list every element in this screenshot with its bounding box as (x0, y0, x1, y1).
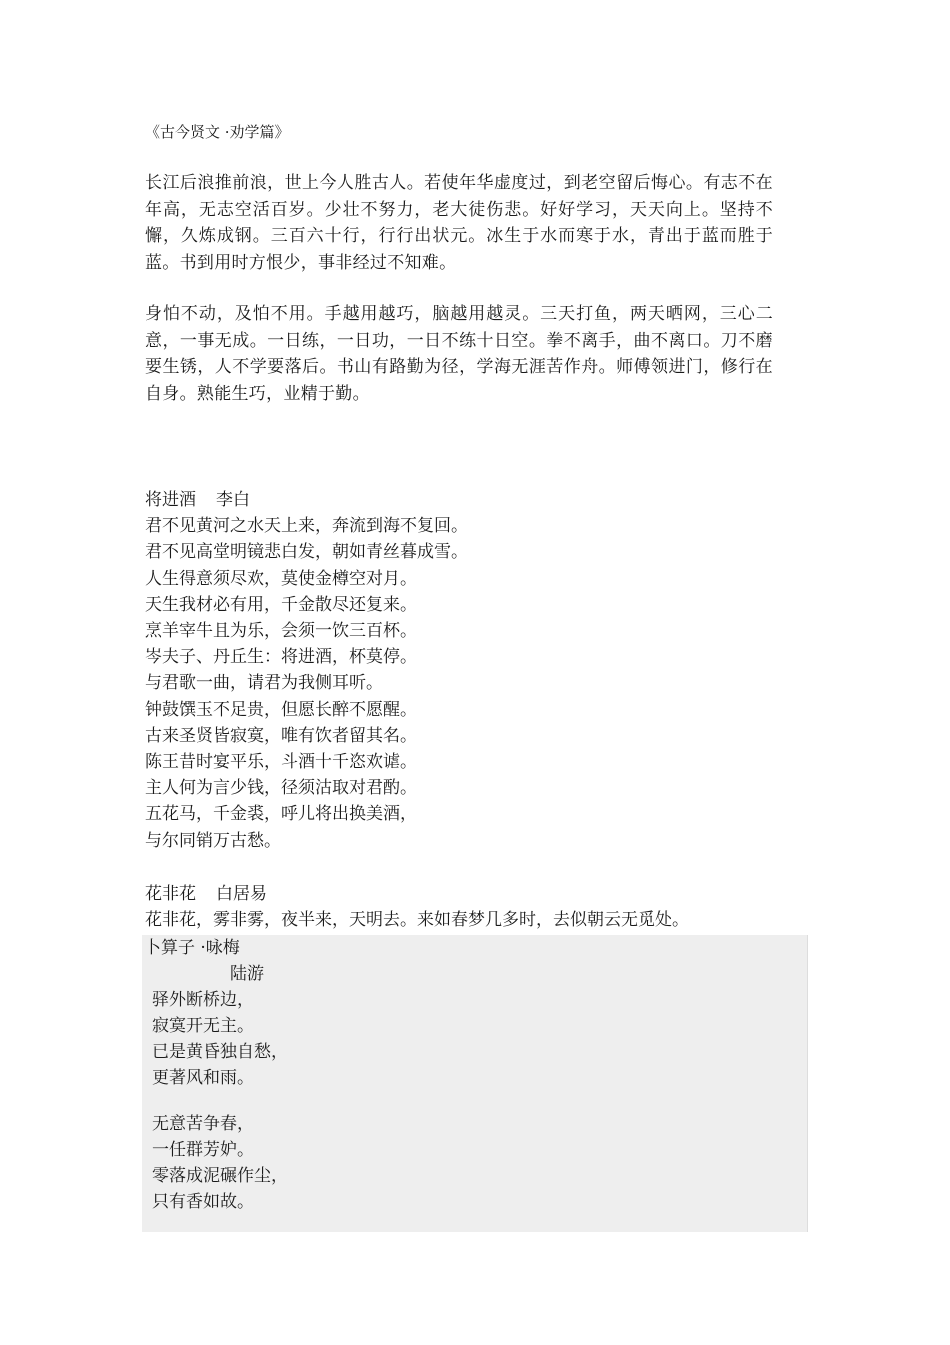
poem-title: 卜算子 ·咏梅 (144, 938, 240, 958)
document-title: 《古今贤文 ·劝学篇》 (145, 123, 290, 141)
poem-line: 与君歌一曲，请君为我侧耳听。 (145, 673, 383, 694)
poem-line: 五花马，千金裘，呼儿将出换美酒， (145, 804, 417, 825)
poem-line: 一任群芳妒。 (152, 1140, 254, 1160)
poem-line: 天生我材必有用，千金散尽还复来。 (145, 594, 417, 615)
poem-line: 君不见黄河之水天上来，奔流到海不复回。 (145, 516, 468, 537)
poem-heading (145, 881, 689, 907)
poem-line: 寂寞开无主。 (152, 1016, 254, 1036)
poem-line: 主人何为言少钱，径须沽取对君酌。 (145, 778, 417, 799)
poem-line: 钟鼓馔玉不足贵，但愿长醉不愿醒。 (145, 699, 417, 720)
poem-line: 人生得意须尽欢，莫使金樽空对月。 (145, 568, 417, 589)
poem-title: 将进酒 (145, 490, 196, 510)
poem-line: 陈王昔时宴平乐，斗酒十千恣欢谑。 (145, 752, 417, 773)
poem-line: 古来圣贤皆寂寞，唯有饮者留其名。 (145, 725, 417, 746)
poem-line: 岑夫子、丹丘生：将进酒，杯莫停。 (145, 647, 417, 668)
poem-qiang-jin-jiu (145, 487, 468, 854)
poem-author: 李白 (216, 490, 250, 510)
poem-box-bu-suan-zi (142, 935, 808, 1232)
poem-line: 无意苦争春， (152, 1114, 254, 1134)
poem-line: 零落成泥碾作尘， (152, 1166, 288, 1186)
poem-line: 只有香如故。 (152, 1192, 254, 1212)
paragraph-1: 长江后浪推前浪，世上今人胜古人。若使年华虚度过，到老空留后悔心。有志不在年高，无志空活百岁。少壮不努力，老大徒伤悲。好好学习，天天向上。坚持不懈，久炼成钢。三百六十行，行行出状元。冰生于水而寒于水，青出于蓝而胜于蓝。书到用时方恨少，事非经过不知难。 (145, 173, 773, 273)
poem-line: 与尔同销万古愁。 (145, 830, 281, 851)
poem-hua-fei-hua (145, 881, 689, 933)
poem-line: 君不见高堂明镜悲白发，朝如青丝暮成雪。 (145, 542, 468, 563)
poem-line: 花非花，雾非雾，夜半来，天明去。来如春梦几多时，去似朝云无觅处。 (145, 910, 689, 931)
poem-heading (145, 487, 468, 513)
poem-author: 白居易 (216, 884, 267, 904)
poem-line: 更著风和雨。 (152, 1068, 254, 1088)
poem-line: 烹羊宰牛且为乐，会须一饮三百杯。 (145, 621, 417, 642)
paragraph-2: 身怕不动，及怕不用。手越用越巧，脑越用越灵。三天打鱼，两天晒网，三心二意，一事无成。一日练，一日功，一日不练十日空。拳不离手，曲不离口。刀不磨要生锈，人不学要落后。书山有路勤为径，学海无涯苦作舟。师傅领进门，修行在自身。熟能生巧，业精于勤。 (145, 304, 773, 404)
poem-title: 花非花 (145, 884, 196, 904)
poem-line: 驿外断桥边， (152, 990, 254, 1010)
poem-author: 陆游 (230, 964, 264, 984)
poem-line: 已是黄昏独自愁， (152, 1042, 288, 1062)
